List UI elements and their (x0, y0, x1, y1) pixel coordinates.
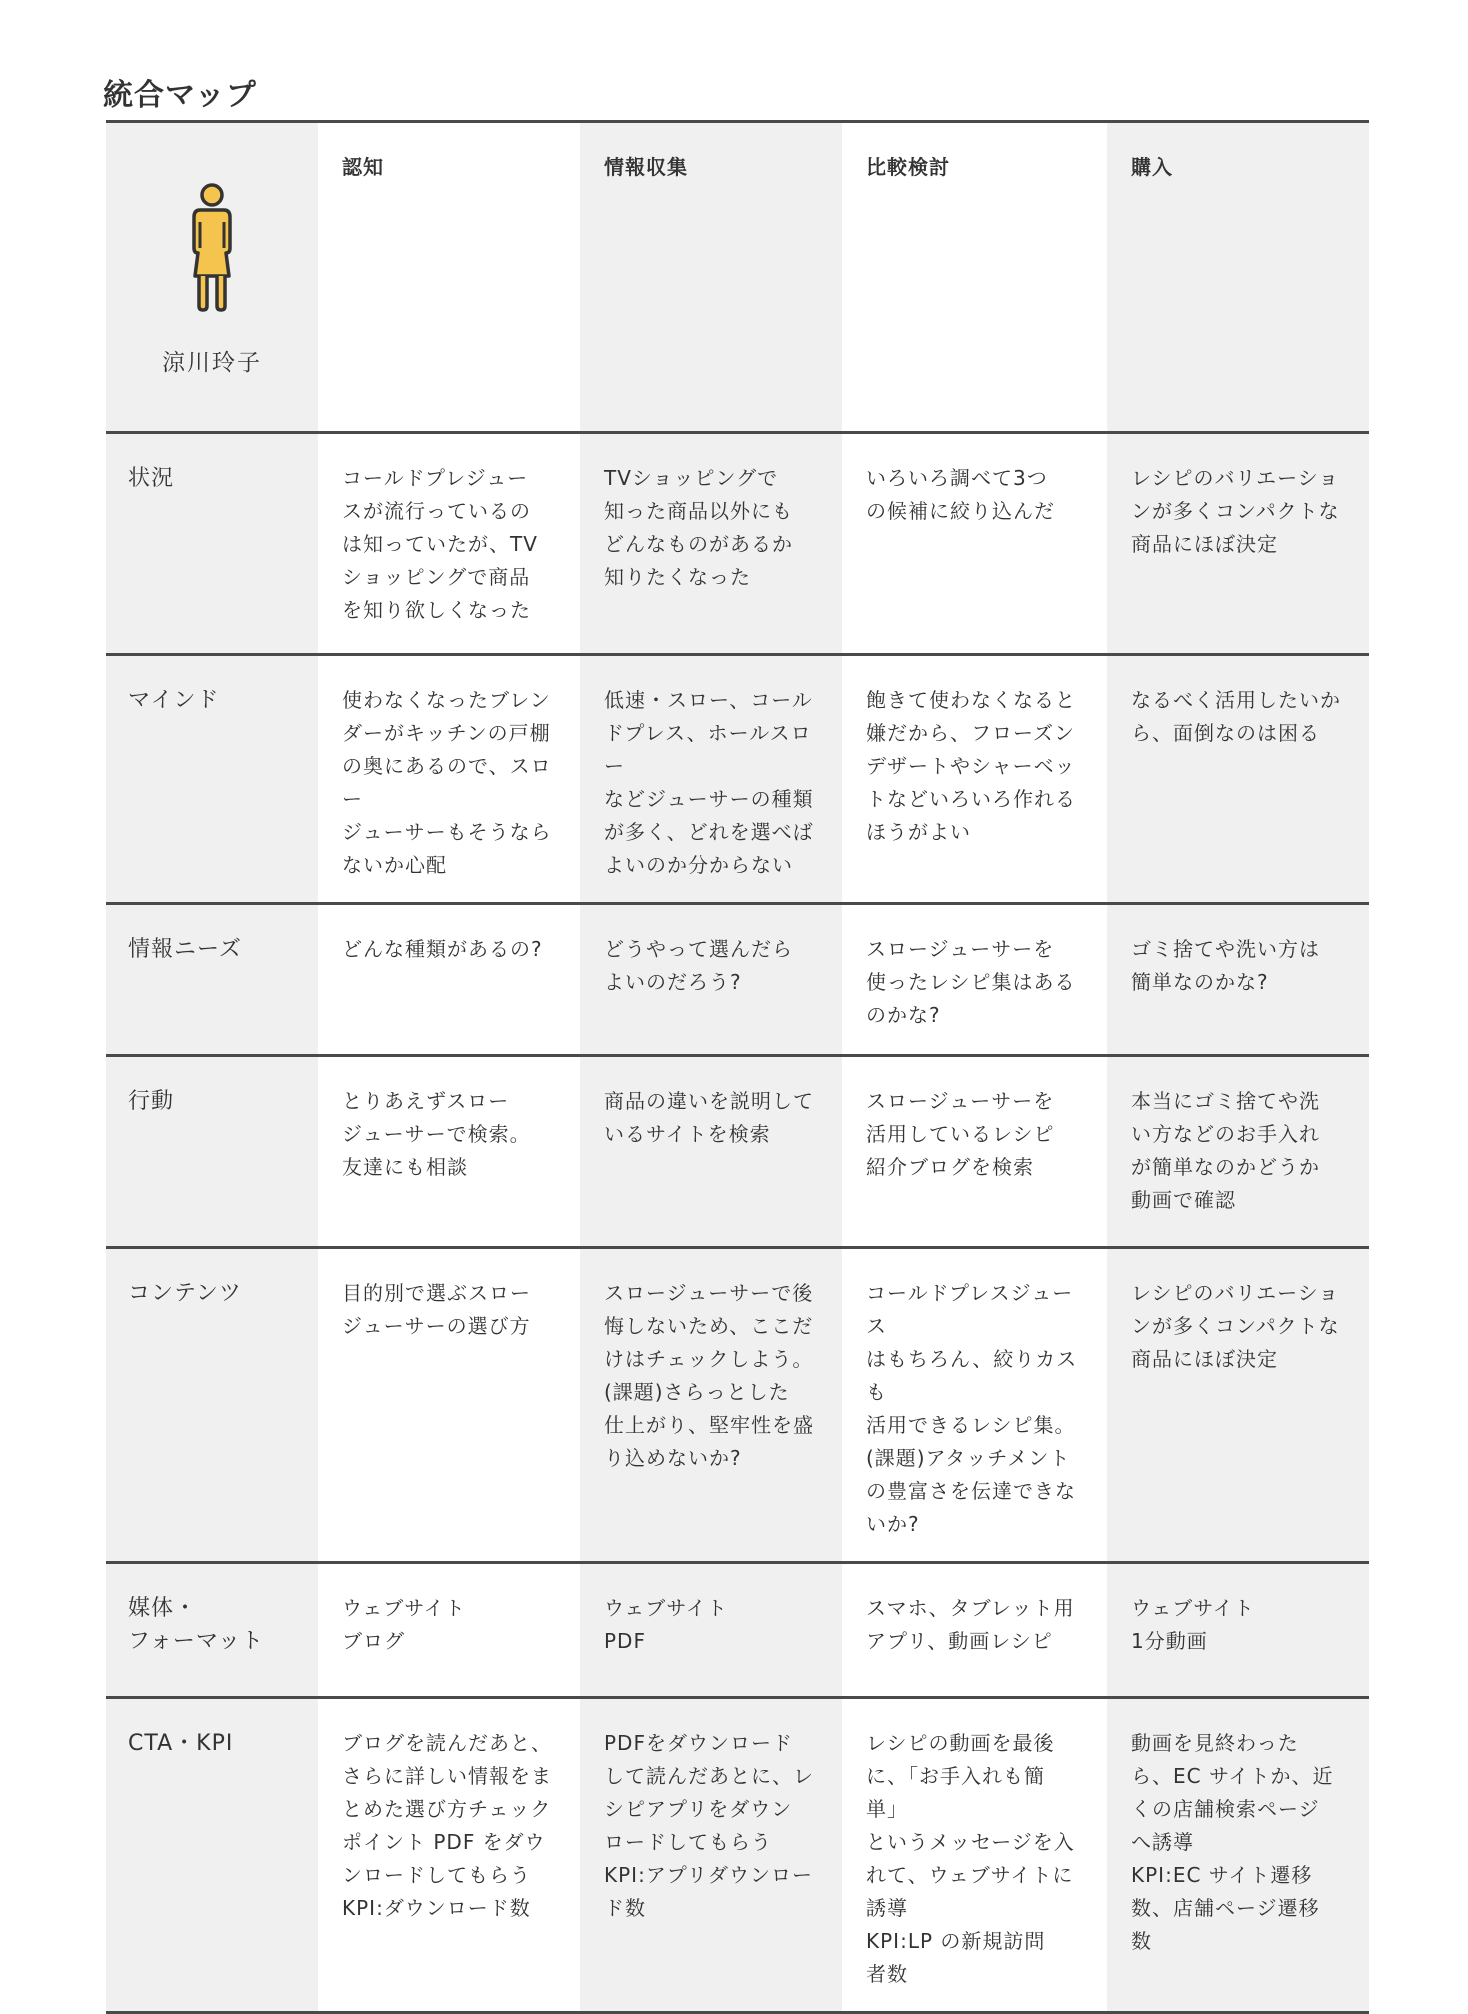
cell-info-needs-purchase: ゴミ捨てや洗い方は 簡単なのかな? (1107, 904, 1369, 1056)
row-mind (106, 655, 1369, 904)
cell-cta-purchase: 動画を見終わった ら、EC サイトか、近 くの店舗検索ページ へ誘導 KPI:EC サイト遷移 数、店舗ページ遷移 数 (1107, 1698, 1369, 2013)
persona-name: 涼川玲子 (162, 350, 262, 376)
row-label-mind: マインド (106, 655, 318, 904)
cell-contents-purchase: レシピのバリエーショ ンが多くコンパクトな 商品にほぼ決定 (1107, 1248, 1369, 1563)
cell-cta-research: PDFをダウンロード して読んだあとに、レ シピアプリをダウン ロードしてもらう KPI:アプリダウンロー ド数 (580, 1698, 842, 2013)
cell-mind-comparison: 飽きて使わなくなると 嫌だから、フローズン デザートやシャーベッ トなどいろいろ作れる ほうがよい (842, 655, 1107, 904)
row-label-action: 行動 (106, 1056, 318, 1248)
cell-situation-comparison: いろいろ調べて3つ の候補に絞り込んだ (842, 433, 1107, 655)
persona-cell (106, 122, 318, 433)
row-situation (106, 433, 1369, 655)
row-media-format (106, 1563, 1369, 1698)
cell-info-needs-comparison: スロージューサーを 使ったレシピ集はある のかな? (842, 904, 1107, 1056)
cell-mind-purchase: なるべく活用したいか ら、面倒なのは困る (1107, 655, 1369, 904)
stage-header-awareness: 認知 (318, 122, 580, 433)
cell-media-awareness: ウェブサイト ブログ (318, 1563, 580, 1698)
cell-action-awareness: とりあえずスロー ジューサーで検索。 友達にも相談 (318, 1056, 580, 1248)
row-label-cta-kpi: CTA・KPI (106, 1698, 318, 2013)
stage-header-research: 情報収集 (580, 122, 842, 433)
row-label-situation: 状況 (106, 433, 318, 655)
cell-action-research: 商品の違いを説明して いるサイトを検索 (580, 1056, 842, 1248)
row-contents (106, 1248, 1369, 1563)
row-label-media-format: 媒体・ フォーマット (106, 1563, 318, 1698)
header-row (106, 122, 1369, 433)
stage-header-purchase: 購入 (1107, 122, 1369, 433)
cell-mind-research: 低速・スロー、コール ドプレス、ホールスロー などジューサーの種類 が多く、どれを選べば よいのか分からない (580, 655, 842, 904)
cell-mind-awareness: 使わなくなったブレン ダーがキッチンの戸棚 の奥にあるので、スロー ジューサーもそうなら ないか心配 (318, 655, 580, 904)
cell-media-comparison: スマホ、タブレット用 アプリ、動画レシピ (842, 1563, 1107, 1698)
cell-info-needs-awareness: どんな種類があるの? (318, 904, 580, 1056)
cell-cta-awareness: ブログを読んだあと、 さらに詳しい情報をま とめた選び方チェック ポイント PDF をダウ ンロードしてもらう KPI:ダウンロード数 (318, 1698, 580, 2013)
row-label-contents: コンテンツ (106, 1248, 318, 1563)
journey-map-table (106, 120, 1369, 2014)
page-title: 統合マップ (103, 78, 257, 113)
cell-media-research: ウェブサイト PDF (580, 1563, 842, 1698)
cell-contents-awareness: 目的別で選ぶスロー ジューサーの選び方 (318, 1248, 580, 1563)
cell-situation-research: TVショッピングで 知った商品以外にも どんなものがあるか 知りたくなった (580, 433, 842, 655)
cell-media-purchase: ウェブサイト 1分動画 (1107, 1563, 1369, 1698)
row-label-info-needs: 情報ニーズ (106, 904, 318, 1056)
cell-situation-awareness: コールドプレジュー スが流行っているの は知っていたが、TV ショッピングで商品 を知り欲しくなった (318, 433, 580, 655)
row-info-needs (106, 904, 1369, 1056)
cell-action-comparison: スロージューサーを 活用しているレシピ 紹介ブログを検索 (842, 1056, 1107, 1248)
row-cta-kpi (106, 1698, 1369, 2013)
stage-header-comparison: 比較検討 (842, 122, 1107, 433)
cell-contents-research: スロージューサーで後 悔しないため、ここだ けはチェックしよう。 (課題)さらっとした 仕上がり、堅牢性を盛 り込めないか? (580, 1248, 842, 1563)
cell-contents-comparison: コールドプレスジュース はもちろん、絞りカスも 活用できるレシピ集。 (課題)アタッチメント の豊富さを伝達できな いか? (842, 1248, 1107, 1563)
cell-info-needs-research: どうやって選んだら よいのだろう? (580, 904, 842, 1056)
row-action (106, 1056, 1369, 1248)
cell-situation-purchase: レシピのバリエーショ ンが多くコンパクトな 商品にほぼ決定 (1107, 433, 1369, 655)
cell-cta-comparison: レシピの動画を最後 に、「お手入れも簡単」 というメッセージを入 れて、ウェブサイトに 誘導 KPI:LP の新規訪問 者数 (842, 1698, 1107, 2013)
person-icon (185, 182, 239, 312)
cell-action-purchase: 本当にゴミ捨てや洗 い方などのお手入れ が簡単なのかどうか 動画で確認 (1107, 1056, 1369, 1248)
